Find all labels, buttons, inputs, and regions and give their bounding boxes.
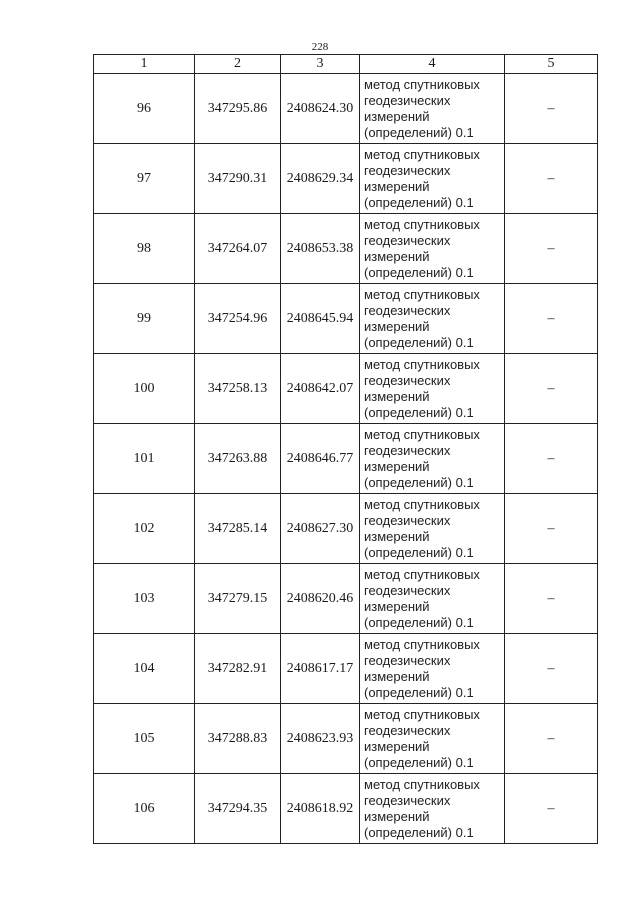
x-coordinate-cell: 347264.07 [195, 214, 281, 284]
method-line: метод спутниковых [364, 426, 480, 442]
method-cell [360, 634, 505, 704]
method-line: измерений [364, 668, 430, 684]
point-number-cell: 104 [94, 634, 195, 704]
method-cell [360, 74, 505, 144]
method-cell [360, 424, 505, 494]
empty-value-cell: – [505, 354, 598, 424]
x-coordinate-cell: 347290.31 [195, 144, 281, 214]
method-line: метод спутниковых [364, 146, 480, 162]
method-line: метод спутниковых [364, 356, 480, 372]
method-line: метод спутниковых [364, 566, 480, 582]
method-line: (определений) 0.1 [364, 124, 474, 140]
empty-value-cell: – [505, 774, 598, 844]
y-coordinate-cell: 2408629.34 [281, 144, 360, 214]
method-cell [360, 354, 505, 424]
method-cell [360, 144, 505, 214]
method-line: (определений) 0.1 [364, 614, 474, 630]
x-coordinate-cell: 347258.13 [195, 354, 281, 424]
method-line: (определений) 0.1 [364, 824, 474, 840]
method-cell [360, 214, 505, 284]
y-coordinate-cell: 2408617.17 [281, 634, 360, 704]
table-row [94, 564, 598, 634]
x-coordinate-cell: 347263.88 [195, 424, 281, 494]
method-line: (определений) 0.1 [364, 474, 474, 490]
method-cell [360, 774, 505, 844]
method-cell [360, 704, 505, 774]
column-header: 2 [195, 55, 281, 74]
method-line: метод спутниковых [364, 286, 480, 302]
y-coordinate-cell: 2408642.07 [281, 354, 360, 424]
x-coordinate-cell: 347285.14 [195, 494, 281, 564]
point-number-cell: 103 [94, 564, 195, 634]
point-number-cell: 98 [94, 214, 195, 284]
y-coordinate-cell: 2408627.30 [281, 494, 360, 564]
method-line: метод спутниковых [364, 636, 480, 652]
table-row [94, 354, 598, 424]
method-cell [360, 284, 505, 354]
y-coordinate-cell: 2408645.94 [281, 284, 360, 354]
method-line: измерений [364, 528, 430, 544]
method-line: геодезических [364, 372, 451, 388]
column-header: 4 [360, 55, 505, 74]
method-line: измерений [364, 598, 430, 614]
method-line: метод спутниковых [364, 76, 480, 92]
point-number-cell: 100 [94, 354, 195, 424]
table-row [94, 494, 598, 564]
empty-value-cell: – [505, 74, 598, 144]
method-line: геодезических [364, 512, 451, 528]
method-line: геодезических [364, 302, 451, 318]
empty-value-cell: – [505, 564, 598, 634]
method-line: геодезических [364, 442, 451, 458]
empty-value-cell: – [505, 494, 598, 564]
method-line: (определений) 0.1 [364, 684, 474, 700]
method-line: метод спутниковых [364, 776, 480, 792]
y-coordinate-cell: 2408618.92 [281, 774, 360, 844]
empty-value-cell: – [505, 634, 598, 704]
coordinates-table [93, 54, 598, 844]
method-line: геодезических [364, 652, 451, 668]
x-coordinate-cell: 347294.35 [195, 774, 281, 844]
method-line: (определений) 0.1 [364, 334, 474, 350]
empty-value-cell: – [505, 284, 598, 354]
method-line: (определений) 0.1 [364, 754, 474, 770]
method-line: геодезических [364, 722, 451, 738]
y-coordinate-cell: 2408653.38 [281, 214, 360, 284]
x-coordinate-cell: 347282.91 [195, 634, 281, 704]
x-coordinate-cell: 347254.96 [195, 284, 281, 354]
point-number-cell: 99 [94, 284, 195, 354]
table-row [94, 634, 598, 704]
empty-value-cell: – [505, 424, 598, 494]
method-line: (определений) 0.1 [364, 544, 474, 560]
empty-value-cell: – [505, 704, 598, 774]
column-header: 1 [94, 55, 195, 74]
table-header-row [94, 55, 598, 74]
method-line: измерений [364, 738, 430, 754]
method-line: геодезических [364, 162, 451, 178]
y-coordinate-cell: 2408624.30 [281, 74, 360, 144]
method-line: геодезических [364, 92, 451, 108]
method-line: измерений [364, 248, 430, 264]
method-line: измерений [364, 178, 430, 194]
point-number-cell: 96 [94, 74, 195, 144]
method-line: измерений [364, 808, 430, 824]
method-line: измерений [364, 108, 430, 124]
method-line: геодезических [364, 232, 451, 248]
point-number-cell: 105 [94, 704, 195, 774]
x-coordinate-cell: 347295.86 [195, 74, 281, 144]
table-row [94, 284, 598, 354]
point-number-cell: 97 [94, 144, 195, 214]
empty-value-cell: – [505, 214, 598, 284]
point-number-cell: 102 [94, 494, 195, 564]
empty-value-cell: – [505, 144, 598, 214]
table-row [94, 774, 598, 844]
x-coordinate-cell: 347279.15 [195, 564, 281, 634]
method-line: (определений) 0.1 [364, 404, 474, 420]
table-row [94, 74, 598, 144]
method-line: геодезических [364, 582, 451, 598]
table-row [94, 214, 598, 284]
method-line: измерений [364, 458, 430, 474]
method-line: метод спутниковых [364, 706, 480, 722]
method-cell [360, 494, 505, 564]
table-row [94, 424, 598, 494]
y-coordinate-cell: 2408620.46 [281, 564, 360, 634]
table-row [94, 704, 598, 774]
y-coordinate-cell: 2408623.93 [281, 704, 360, 774]
method-cell [360, 564, 505, 634]
point-number-cell: 101 [94, 424, 195, 494]
column-header: 3 [281, 55, 360, 74]
y-coordinate-cell: 2408646.77 [281, 424, 360, 494]
method-line: метод спутниковых [364, 216, 480, 232]
table-row [94, 144, 598, 214]
method-line: измерений [364, 318, 430, 334]
method-line: метод спутниковых [364, 496, 480, 512]
column-header: 5 [505, 55, 598, 74]
page-number: 228 [311, 41, 329, 53]
method-line: (определений) 0.1 [364, 264, 474, 280]
method-line: геодезических [364, 792, 451, 808]
point-number-cell: 106 [94, 774, 195, 844]
method-line: измерений [364, 388, 430, 404]
x-coordinate-cell: 347288.83 [195, 704, 281, 774]
method-line: (определений) 0.1 [364, 194, 474, 210]
